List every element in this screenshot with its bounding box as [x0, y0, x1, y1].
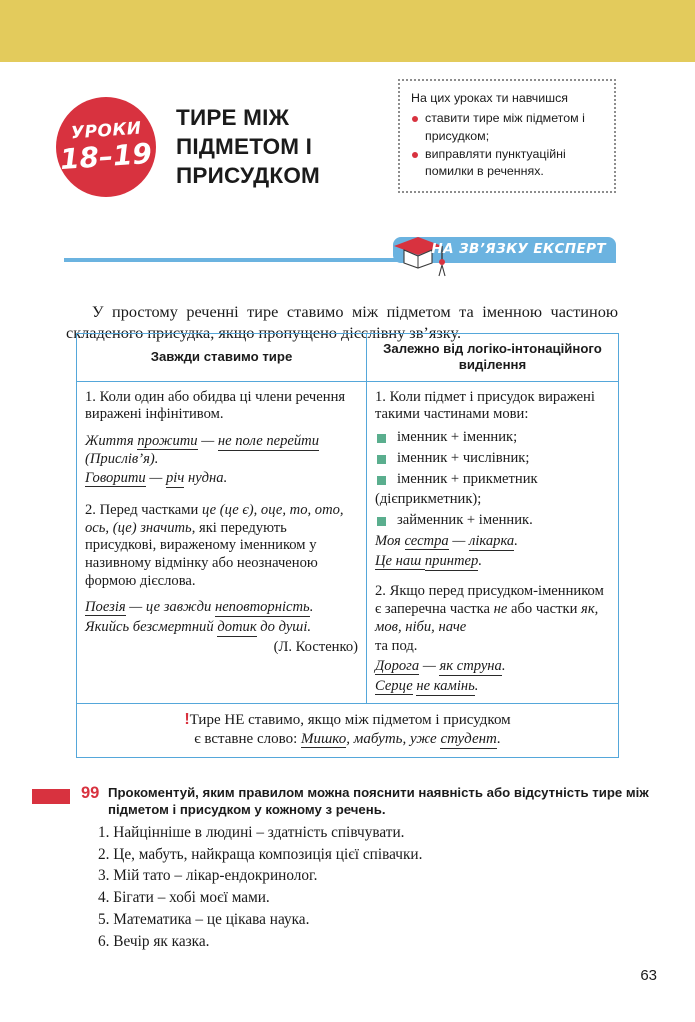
list-item: 3. Мій тато – лікар-ендокринолог.	[98, 867, 318, 885]
warning-exclamation-icon: !	[184, 711, 190, 729]
subject-underline: Говорити	[85, 470, 146, 487]
part-label: іменник + числівник;	[397, 449, 530, 466]
predicate-underline: студент	[440, 731, 498, 748]
example-part: нудна.	[184, 470, 228, 487]
intro-paragraph: У простому реченні тире ставимо між підметом та іменною частиною складеного присудка, якщо пропущено дієслівну зв’язку.	[66, 302, 618, 342]
example-sentence	[375, 658, 610, 676]
rule-particles: як, мов, ніби, наче	[375, 600, 599, 635]
bullet-square-icon	[377, 476, 386, 485]
example-part: — це завжди	[125, 599, 215, 616]
column-header-right: Залежно від логіко-інтонаційного виділення	[367, 334, 619, 382]
predicate-underline: річ	[166, 470, 185, 487]
part-label: займенник + іменник.	[397, 512, 533, 529]
rule-part: 2. Якщо перед присудком-іменником є заперечна частка	[375, 583, 604, 617]
example-part: .	[309, 599, 314, 616]
example-part: до душі.	[256, 618, 312, 635]
list-item: 5. Математика – це цікава наука.	[98, 910, 310, 928]
subject-underline: Мишко	[300, 731, 347, 748]
list-item	[375, 471, 610, 489]
example-sentence	[375, 533, 610, 551]
list-item: 4. Бігати – хобі моєї мами.	[98, 889, 270, 907]
example-part: Якийсь безсмертний	[85, 618, 218, 635]
lesson-number-badge	[56, 97, 156, 197]
table-row	[77, 381, 619, 704]
example-part: —	[419, 657, 440, 674]
example-sentence	[85, 599, 358, 617]
list-item-continuation: (дієприкметник);	[375, 491, 482, 508]
note-line-1: Тире НЕ ставимо, якщо між підметом і присудком	[189, 712, 511, 729]
example-part: .	[514, 532, 518, 549]
rule-text	[375, 583, 610, 636]
rule-part: або частки	[507, 600, 582, 617]
subject-underline: Поезія	[85, 599, 126, 616]
bullet-dot-icon	[412, 116, 418, 122]
table-header-row	[77, 334, 619, 382]
cell-always-rule-1	[77, 381, 367, 704]
expert-banner	[64, 237, 616, 277]
subject-underline: прожити	[137, 433, 198, 449]
objective-text: виправляти пунктуаційні помилки в реченнях.	[425, 146, 566, 179]
exercise-marker-bar	[32, 789, 70, 804]
list-item	[375, 450, 610, 468]
objectives-intro: На цих уроках ти навчишся	[411, 91, 569, 105]
exercise-sentences-list	[98, 822, 598, 952]
example-sentence	[85, 619, 358, 637]
predicate-underline: не камінь	[416, 677, 475, 694]
example-sentence	[85, 470, 358, 488]
list-item: 1. Найцінніше в людині – здатність співчувати.	[98, 824, 405, 841]
example-part: —	[197, 433, 218, 449]
note-line-2-part: є вставне слово:	[194, 731, 301, 748]
list-item	[411, 110, 603, 146]
top-decorative-band	[0, 0, 695, 62]
expert-banner-label: НА ЗВ’ЯЗКУ ЕКСПЕРТ	[431, 241, 606, 257]
predicate-underline: не поле перейти	[217, 433, 320, 449]
predicate-underline: дотик	[217, 618, 257, 635]
rules-table	[76, 333, 619, 758]
example-sentence	[375, 678, 610, 696]
subject-underline: Це наш	[375, 552, 425, 569]
predicate-underline: лікарка	[468, 532, 515, 549]
list-item: 6. Вечір як казка.	[98, 932, 210, 950]
lesson-badge-number: 18–19	[58, 136, 153, 177]
rule-particle: не	[493, 600, 508, 617]
rule-part: 2. Перед частками	[85, 501, 202, 518]
list-item	[375, 429, 610, 447]
exercise-task-text: Прокоментуй, яким правилом можна пояснити наявність або відсутність тире між підметом і присудком у кожному з речень.	[108, 785, 649, 818]
rule-text	[85, 502, 358, 590]
column-header-left: Завжди ставимо тире	[77, 334, 367, 382]
predicate-underline: принтер	[424, 552, 479, 569]
subject-underline: Серце	[375, 677, 413, 694]
bullet-square-icon	[377, 517, 386, 526]
example-source: (Прислів’я).	[85, 450, 159, 467]
part-label: іменник + іменник;	[397, 429, 518, 445]
note-cell	[77, 704, 619, 757]
predicate-underline: неповторність	[214, 599, 310, 616]
example-sentence	[85, 433, 358, 468]
objective-text: ставити тире між підметом і присудком;	[425, 110, 585, 143]
page-number: 63	[640, 967, 657, 984]
rule-part: , які передують присудкові, вираженому іменником у називному відмінку або неозначеною формою дієслова.	[85, 519, 318, 589]
example-attribution: (Л. Костенко)	[273, 638, 358, 655]
table-note-row	[77, 704, 619, 757]
exercise-number: 99	[81, 784, 100, 802]
lesson-badge-label: УРОКИ	[70, 118, 142, 144]
bullet-square-icon	[377, 434, 386, 443]
subject-underline: Дорога	[375, 657, 420, 674]
predicate-underline: як струна	[439, 657, 502, 674]
objectives-list	[411, 110, 603, 181]
list-item: 2. Це, мабуть, найкраща композиція цієї співачки.	[98, 845, 423, 863]
list-item	[375, 512, 610, 530]
part-label: іменник + прикметник	[397, 470, 538, 487]
example-part: Моя	[375, 532, 405, 549]
learning-objectives-box	[398, 79, 616, 193]
example-part: Життя	[85, 433, 138, 449]
page-title: ТИРЕ МІЖ ПІДМЕТОМ І ПРИСУДКОМ	[176, 105, 320, 189]
rule-particles: це (це є), оце, то, ото, ось, (це) значить	[85, 501, 344, 536]
rule-text: 1. Коли один або обидва ці члени речення виражені інфінітивом.	[85, 388, 346, 423]
subject-underline: сестра	[404, 532, 449, 549]
rule-text-continuation: та под.	[375, 638, 418, 655]
list-item	[411, 146, 603, 182]
cell-conditional-rules	[367, 381, 619, 704]
parts-of-speech-list	[375, 429, 610, 530]
example-part: —	[145, 470, 166, 487]
rule-text: 1. Коли підмет і присудок виражені такими частинами мови:	[375, 388, 595, 423]
example-part: .	[478, 552, 482, 569]
bullet-square-icon	[377, 455, 386, 464]
example-part: .	[501, 657, 506, 674]
note-line-2-part: , мабуть, уже	[346, 731, 441, 748]
example-part: .	[474, 677, 479, 694]
note-line-2-part: .	[497, 731, 501, 748]
bullet-dot-icon	[412, 152, 418, 158]
example-sentence	[375, 553, 610, 571]
example-part: —	[448, 532, 469, 549]
